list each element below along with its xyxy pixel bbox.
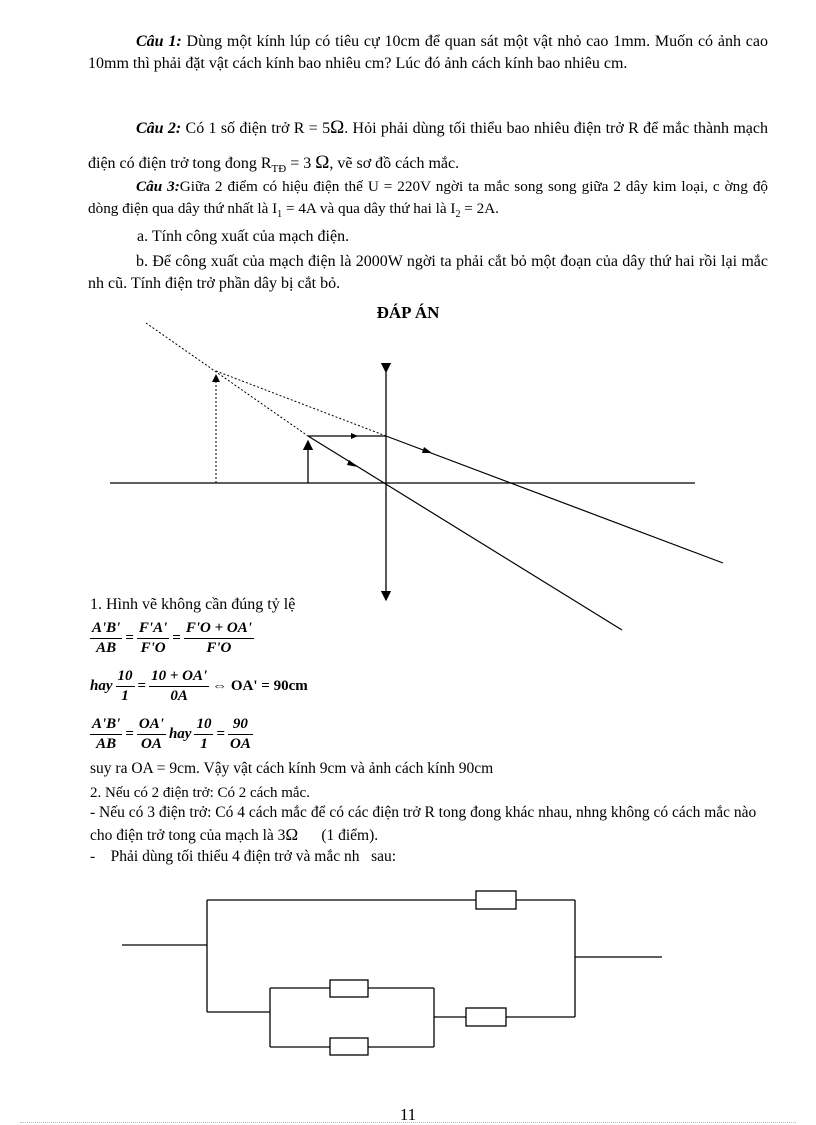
question-3-sub2: 2: [455, 209, 461, 221]
eq-sign: =: [125, 630, 134, 646]
ray-extension-1: [146, 323, 308, 436]
question-3-text-a: Giữa 2 điểm có hiệu điện thế U = 220V ngời ta mắc song song giữa 2 dây kim loại, c ờng độ dòng điện qua dây thứ nhất là I: [88, 178, 769, 217]
formula-2: [90, 668, 311, 705]
f3-den2: OA: [141, 736, 162, 752]
question-3-label: Câu 3:: [136, 178, 180, 195]
answer-1-line: 1. Hình vẽ không cần đúng tỷ lệ: [90, 596, 296, 613]
eq-sign: =: [216, 726, 225, 742]
resistor-top: [476, 891, 516, 909]
f1-den3: F'O: [206, 640, 232, 656]
question-3b: b. Để công xuất của mạch điện là 2000W ngời ta phải cắt bỏ một đoạn của dây thứ hai rồi lại mắc nh cũ. Tính điện trở phần dây bị cắt bỏ.: [88, 253, 768, 292]
f2-den1: 1: [121, 688, 129, 704]
question-2-text-b: . Hỏi phải dùng tối thiểu bao nhiêu điện trở R để mắc thành mạch điện có điện trở tong đong R: [88, 120, 769, 172]
f1-num1: A'B': [90, 620, 122, 639]
page-number: 11: [399, 1105, 417, 1124]
answer-1-conclusion: suy ra OA = 9cm. Vậy vật cách kính 9cm và ảnh cách kính 90cm: [90, 760, 494, 777]
eq-sign: =: [137, 678, 147, 694]
question-2-label: Câu 2:: [136, 120, 182, 137]
f2-num1: 10: [116, 668, 135, 687]
question-3-text-b: = 4A và qua dây thứ hai là I: [282, 200, 456, 217]
f1-den2: F'O: [140, 640, 166, 656]
f1-num3: F'O + OA': [184, 620, 254, 639]
f3-den3: 1: [200, 736, 208, 752]
eq-sign: =: [125, 726, 134, 742]
hay-word: hay: [168, 726, 192, 742]
ray-refracted: [386, 436, 723, 563]
ohm-symbol: Ω: [315, 152, 330, 173]
f3-den1: AB: [96, 736, 117, 752]
resistor-parallel-2: [330, 1038, 368, 1055]
ohm-symbol: Ω: [330, 117, 345, 138]
ray-extension-2: [216, 371, 386, 436]
question-2-text-d: , vẽ sơ đồ cách mắc.: [329, 155, 460, 172]
answer-2-line1: 2. Nếu có 2 điện trở: Có 2 cách mắc.: [90, 785, 310, 801]
question-1-label: Câu 1:: [136, 33, 182, 50]
eq-sign: =: [172, 630, 181, 646]
f2-den2: 0A: [170, 688, 188, 704]
formula-3: [90, 716, 253, 753]
f2-num2: 10 + OA': [149, 668, 209, 687]
f1-den1: AB: [96, 640, 117, 656]
f3-num1: A'B': [90, 716, 122, 735]
resistor-parallel-1: [330, 980, 368, 997]
answer-title: ĐÁP ÁN: [376, 303, 440, 322]
f1-num2: F'A': [137, 620, 169, 639]
f3-num3: 10: [194, 716, 213, 735]
answer-2-points: (1 điểm).: [298, 827, 379, 844]
resistor-series: [466, 1008, 506, 1026]
circuit-diagram: [122, 891, 662, 1055]
hay-word: hay: [90, 678, 113, 694]
f3-den4: OA: [230, 736, 251, 752]
ohm-symbol: Ω: [285, 825, 299, 844]
f2-result: ⇔ OA' = 90cm: [212, 678, 308, 694]
formula-1: [90, 620, 254, 657]
answer-2-line3: - Phải dùng tối thiểu 4 điện trở và mắc nh sau:: [90, 848, 397, 865]
f3-num2: OA': [137, 716, 166, 735]
question-1-text: Dùng một kính lúp có tiêu cự 10cm để quan sát một vật nhỏ cao 1mm. Muốn có ảnh cao 10mm thì phải đặt vật cách kính bao nhiêu cm? Lúc đó ảnh cách kính bao nhiêu cm.: [88, 33, 768, 72]
question-3a: a. Tính công xuất của mạch điện.: [137, 228, 350, 245]
answer-2-line2: [90, 802, 770, 847]
question-3-sub1: 1: [277, 209, 283, 221]
question-3-text-c: = 2A.: [460, 200, 499, 217]
answer-2-line2-text: - Nếu có 3 điện trở: Có 4 cách mắc để có các điện trở R tong đong khác nhau, nhng không có cách mắc nào cho điện trở tong của mạch là 3: [90, 804, 757, 844]
f3-num4: 90: [228, 716, 253, 735]
question-2-text-a: Có 1 số điện trở R = 5: [181, 120, 331, 137]
question-2-subscript: TĐ: [271, 163, 287, 176]
question-2-text-c: = 3: [286, 155, 316, 172]
